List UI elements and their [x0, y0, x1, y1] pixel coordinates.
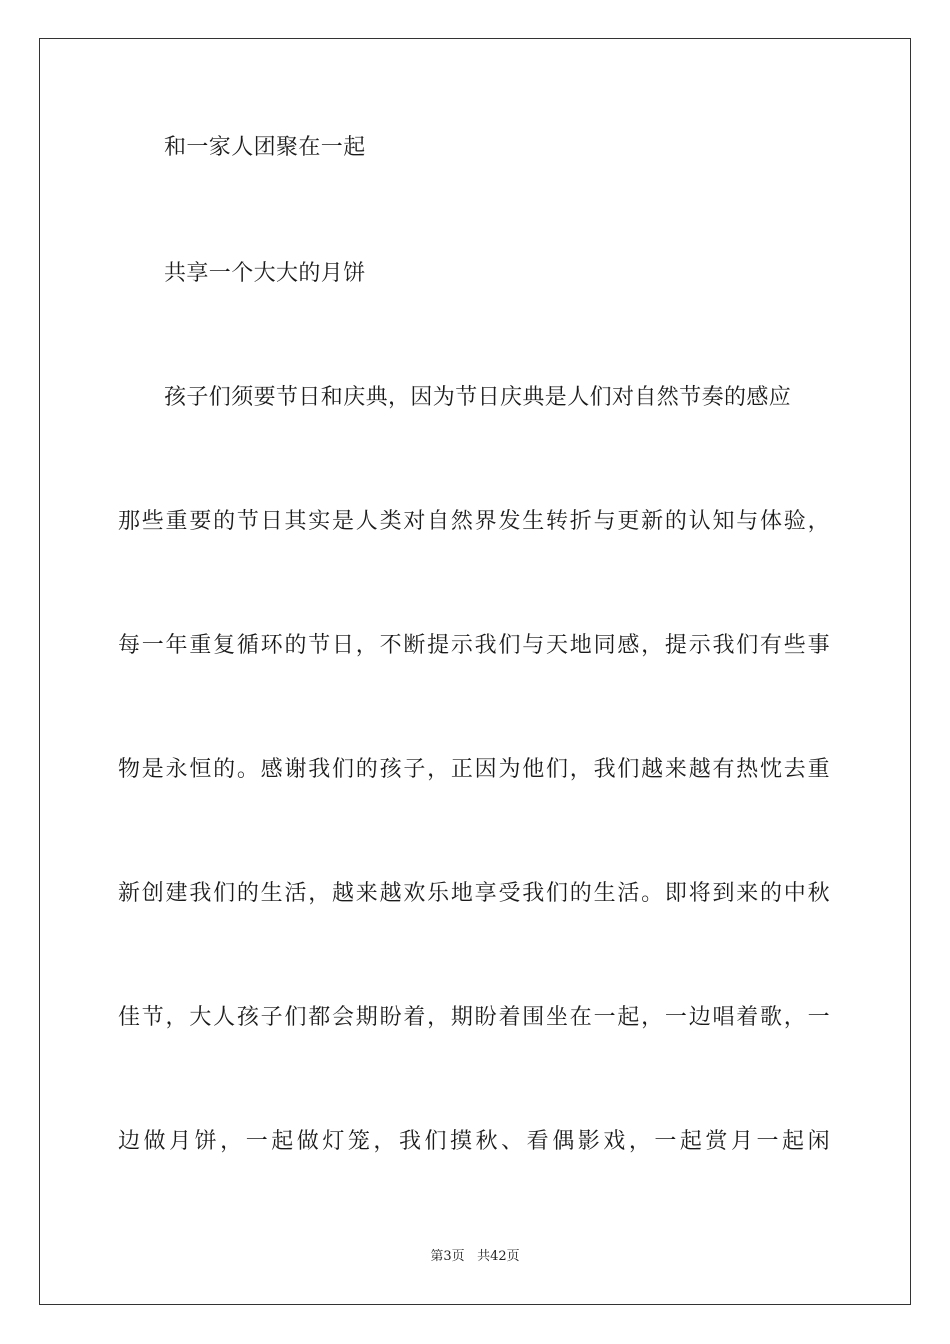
page-number: 第3页 — [430, 1249, 465, 1264]
poem-line-1: 和一家人团聚在一起 — [164, 135, 366, 160]
paragraph-line-4: 物是永恒的。感谢我们的孩子，正因为他们，我们越来越有热忱去重 — [118, 757, 830, 782]
paragraph-line-2: 那些重要的节日其实是人类对自然界发生转折与更新的认知与体验， — [118, 509, 830, 534]
paragraph-line-7: 边做月饼，一起做灯笼，我们摸秋、看偶影戏，一起赏月一起闲 — [118, 1129, 830, 1154]
paragraph-line-3: 每一年重复循环的节日，不断提示我们与天地同感，提示我们有些事 — [118, 633, 830, 658]
paragraph-line-6: 佳节，大人孩子们都会期盼着，期盼着围坐在一起，一边唱着歌，一 — [118, 1005, 830, 1030]
page-border — [39, 38, 911, 1305]
page-total: 共42页 — [477, 1249, 520, 1264]
paragraph-line-1: 孩子们须要节日和庆典，因为节日庆典是人们对自然节奏的感应 — [164, 385, 792, 410]
page-footer — [0, 1248, 950, 1266]
footer-spacer — [465, 1249, 477, 1264]
poem-line-2: 共享一个大大的月饼 — [164, 261, 366, 286]
paragraph-line-5: 新创建我们的生活，越来越欢乐地享受我们的生活。即将到来的中秋 — [118, 881, 830, 906]
